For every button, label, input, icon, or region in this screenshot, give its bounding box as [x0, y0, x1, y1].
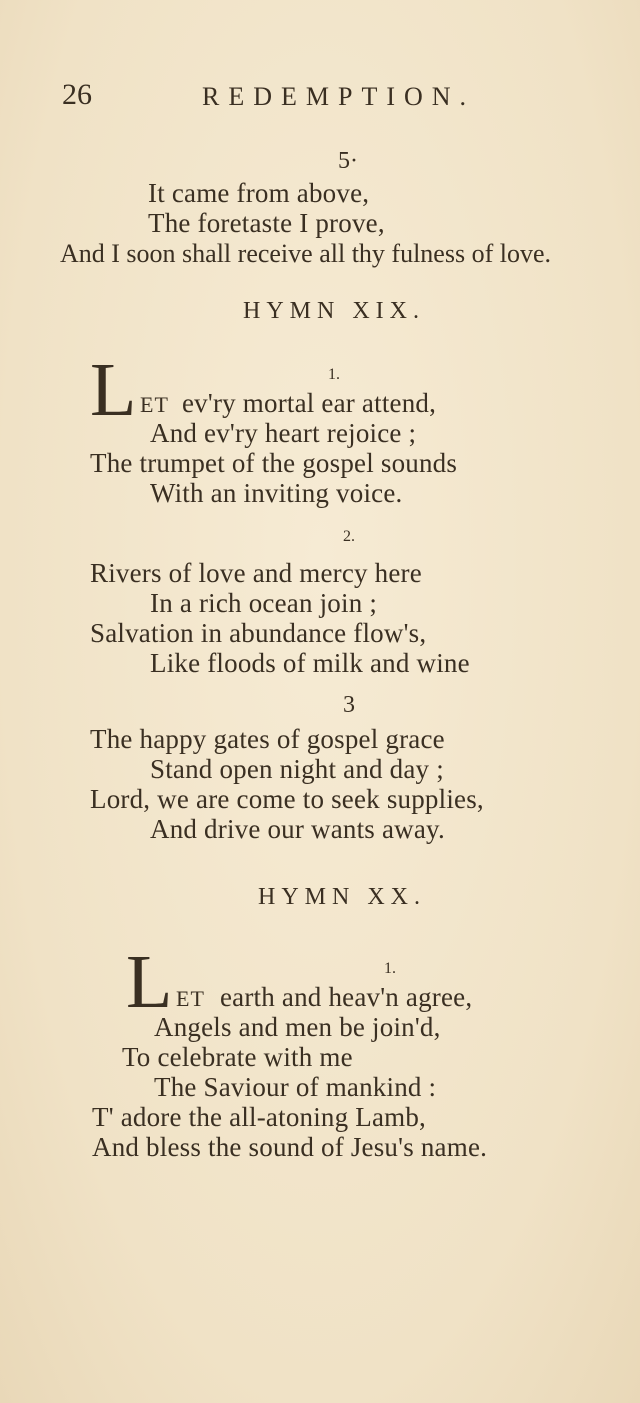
verse-line: Rivers of love and mercy here [90, 558, 422, 588]
hymn-title: HYMN XIX. [243, 298, 425, 324]
stanza-number: 1. [328, 366, 340, 383]
small-capitals: ET [176, 986, 205, 1011]
verse-line: ev'ry mortal ear attend, [182, 388, 437, 418]
verse-line: And ev'ry heart rejoice ; [150, 418, 417, 448]
stanza-number: 5· [338, 148, 358, 174]
verse-line: And bless the sound of Jesu's name. [92, 1132, 488, 1162]
verse-line: The happy gates of gospel grace [90, 724, 445, 754]
stanza-number: 1. [384, 960, 396, 977]
running-title: REDEMPTION. [202, 82, 476, 111]
stanza-number: 3 [343, 692, 355, 718]
page-number: 26 [62, 78, 92, 111]
verse-line: The trumpet of the gospel sounds [90, 448, 458, 478]
stanza-number: 2. [343, 528, 355, 545]
drop-capital: L [90, 348, 137, 432]
verse-line: With an inviting voice. [150, 478, 403, 508]
verse-line: In a rich ocean join ; [150, 588, 378, 618]
verse-line: Angels and men be join'd, [154, 1012, 441, 1042]
verse-line: Stand open night and day ; [150, 754, 444, 784]
verse-line: earth and heav'n agree, [220, 982, 473, 1012]
hymn-title: HYMN XX. [258, 884, 426, 910]
verse-line: To celebrate with me [122, 1042, 353, 1072]
verse-line: The Saviour of mankind : [154, 1072, 437, 1102]
verse-line: Like floods of milk and wine [150, 648, 470, 678]
verse-line: Salvation in abundance flow's, [90, 618, 427, 648]
verse-line: And drive our wants away. [150, 814, 445, 844]
drop-capital: L [126, 940, 173, 1024]
verse-line: The foretaste I prove, [148, 208, 385, 238]
running-head [62, 78, 512, 118]
small-capitals: ET [140, 392, 169, 417]
verse-line: T' adore the all-atoning Lamb, [92, 1102, 426, 1132]
verse-line: Lord, we are come to seek supplies, [90, 784, 484, 814]
verse-line: And I soon shall receive all thy fulness of love. [60, 239, 551, 268]
verse-line: It came from above, [148, 178, 370, 208]
